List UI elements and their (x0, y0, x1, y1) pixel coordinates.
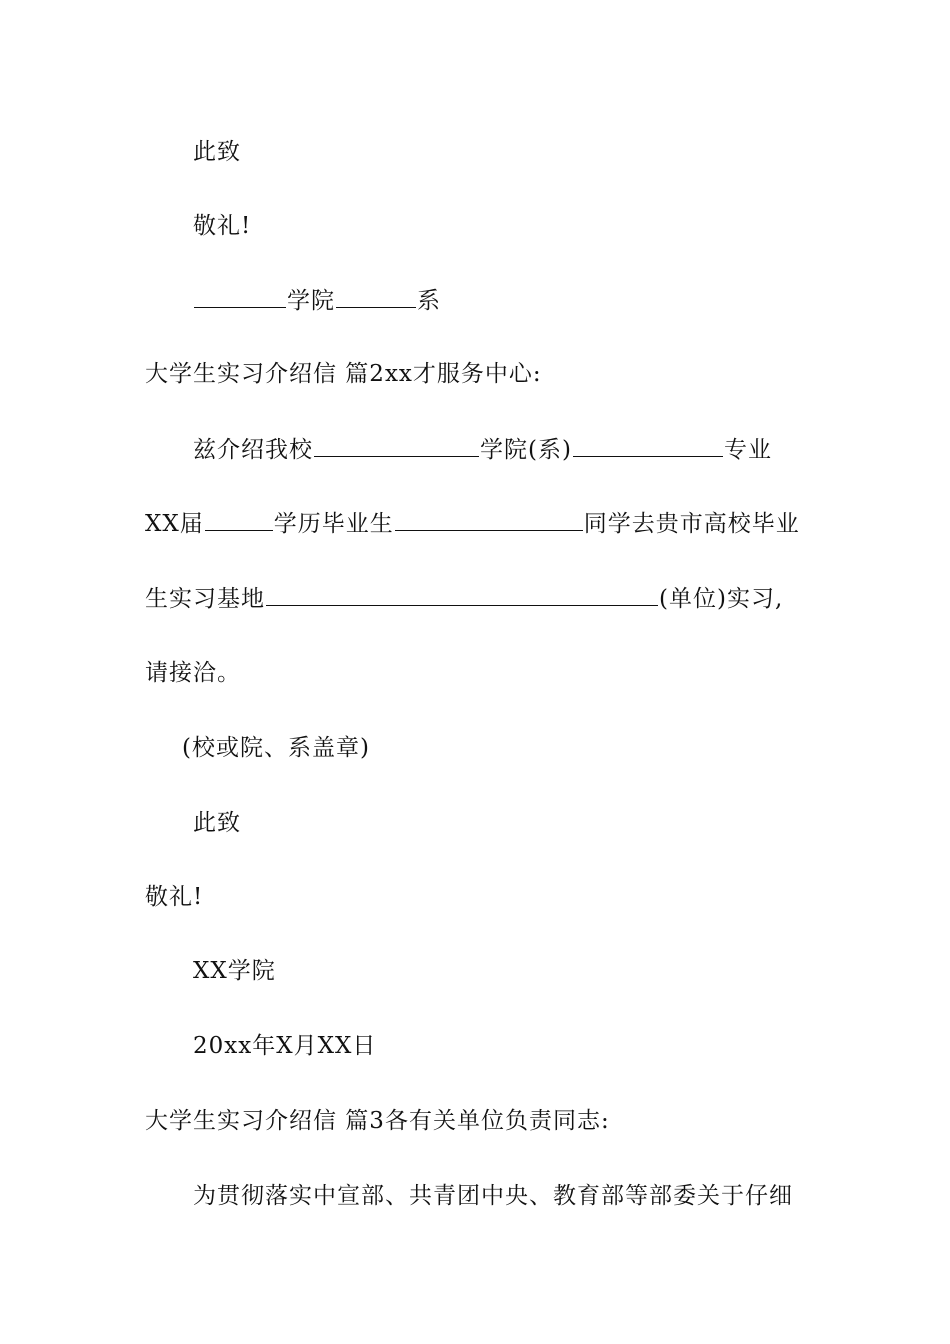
department-blank (336, 285, 416, 308)
letter-2-heading: 大学生实习介绍信 篇2xx才服务中心: (145, 361, 542, 387)
stamp-note: (校或院、系盖章) (182, 735, 370, 761)
body-text: 同学去贵市高校毕业 (583, 511, 800, 537)
letter-3-heading: 大学生实习介绍信 篇3各有关单位负责同志: (145, 1108, 610, 1134)
major-blank (573, 434, 723, 457)
signature: XX学院 (193, 958, 276, 984)
department-suffix: 系 (417, 288, 441, 314)
closing-line-2: 敬礼! (145, 884, 204, 910)
letter-2-body-line-2 (145, 508, 800, 539)
body-text: 学历毕业生 (273, 511, 394, 537)
student-name-blank (395, 508, 583, 531)
date: 20xx年X月XX日 (193, 1033, 377, 1059)
body-text: XX届 (145, 511, 204, 537)
body-text: 学院(系) (480, 437, 572, 463)
college-blank (314, 434, 479, 457)
letter-2-body-line-4: 请接洽。 (145, 660, 241, 686)
unit-blank (266, 583, 658, 606)
closing-line-1: 此致 (193, 810, 241, 836)
letter-2-body-line-3 (145, 583, 783, 614)
body-text: 专业 (723, 437, 772, 463)
body-text: (单位)实习, (659, 586, 784, 612)
signature-line (193, 285, 441, 316)
college-suffix: 学院 (287, 288, 335, 314)
body-text: 生实习基地 (145, 586, 265, 612)
body-text: 兹介绍我校 (193, 437, 313, 463)
closing-line-2: 敬礼! (193, 213, 252, 239)
college-blank (194, 285, 286, 308)
letter-2-body-line-1 (193, 434, 772, 465)
letter-3-body-line-1: 为贯彻落实中宣部、共青团中央、教育部等部委关于仔细 (193, 1183, 793, 1209)
degree-blank (205, 508, 273, 531)
closing-line-1: 此致 (193, 139, 241, 165)
